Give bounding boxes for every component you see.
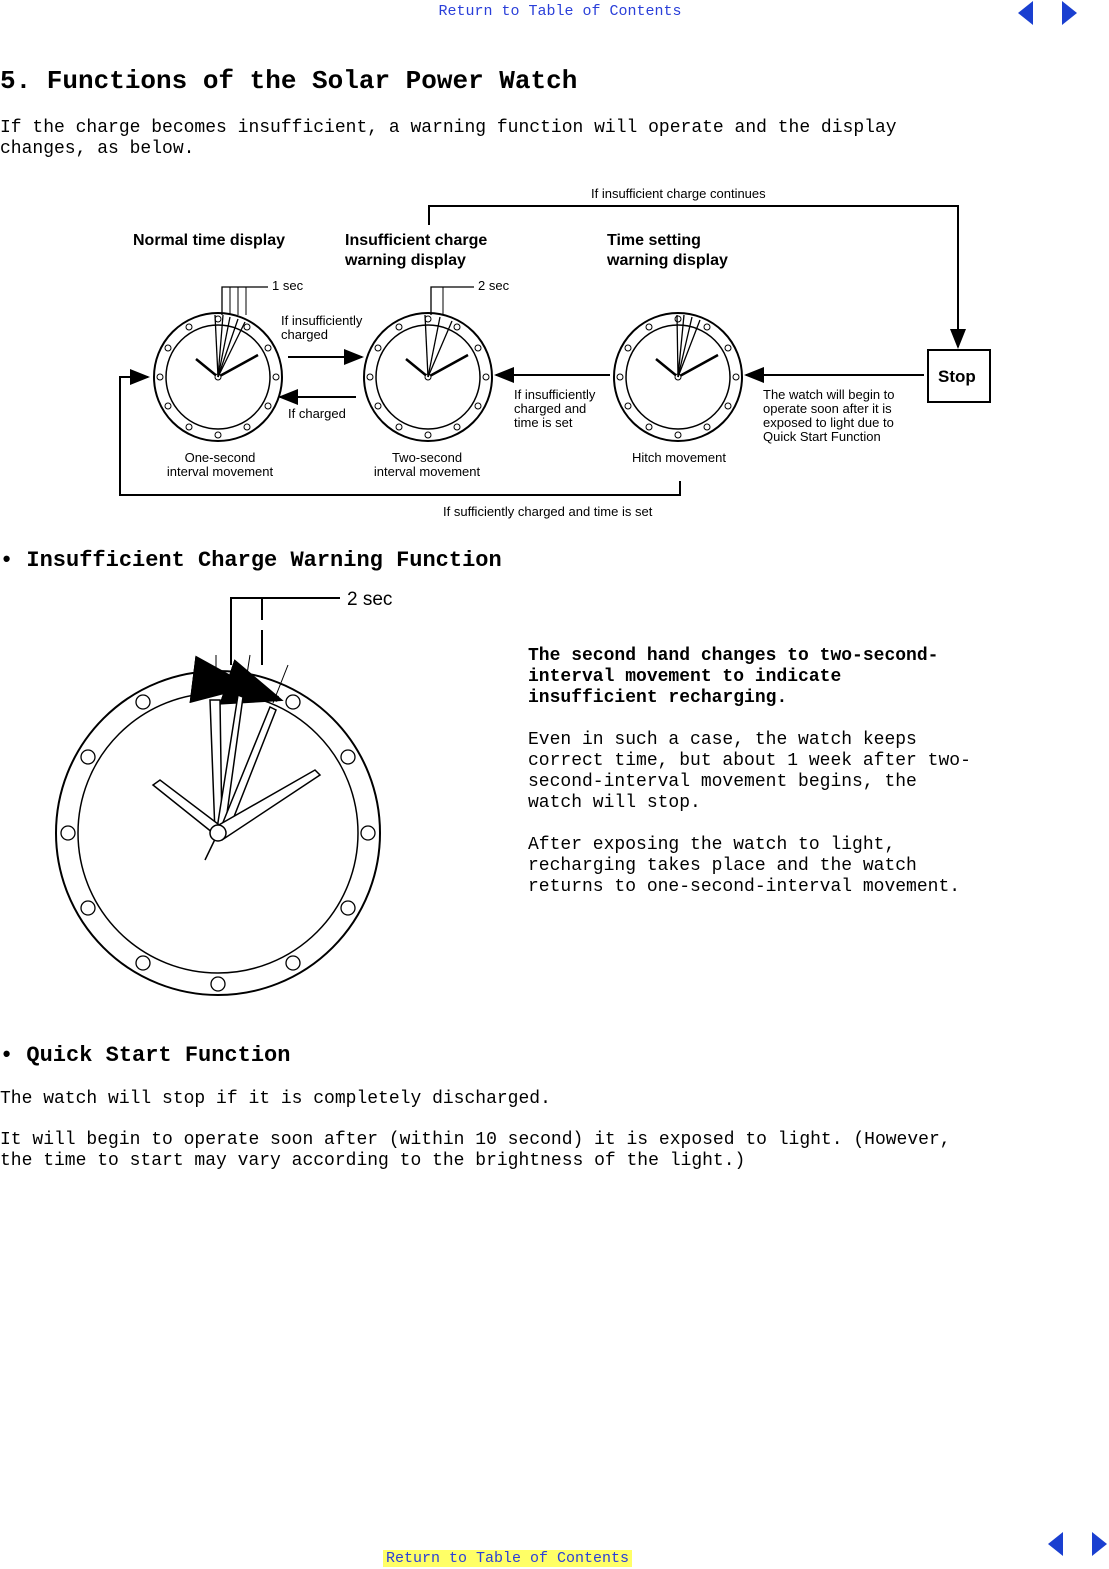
- diagram-label-insufficient-1: Insufficient charge: [345, 232, 488, 249]
- quickstart-para2: It will begin to operate soon after (within 10 second) it is exposed to light. (However, the time to start may vary according to the brightness of the light.): [0, 1130, 951, 1171]
- diagram-if-insuff-2: charged: [281, 327, 328, 342]
- insufficient-description: [528, 646, 1088, 898]
- top-toc-link[interactable]: Return to Table of Contents: [438, 3, 682, 20]
- diagram-label-timeset-1: Time setting: [607, 232, 701, 249]
- diagram-label-timeset-2: warning display: [607, 252, 728, 269]
- diagram-if-insuff-time-1: If insufficiently: [514, 387, 596, 402]
- diagram-one-sec-1: One-second: [184, 450, 256, 465]
- diagram-if-insuff-time-2: charged and: [514, 401, 587, 416]
- section-quickstart-heading: • Quick Start Function: [0, 1043, 291, 1068]
- diagram-one-sec-2: interval movement: [166, 464, 274, 479]
- diagram-label-normal: Normal time display: [133, 232, 286, 249]
- diagram-quick-2: operate soon after it is: [763, 401, 892, 416]
- diagram-if-insuff-1: If insufficiently: [281, 313, 363, 328]
- large-watch-sec-label: 2 sec: [347, 589, 393, 610]
- insufficient-para2: After exposing the watch to light, recharging takes place and the watch returns to one-second-interval movement.: [528, 835, 961, 897]
- watch-hitch: [614, 313, 742, 441]
- top-next-page-icon[interactable]: [1062, 1, 1077, 25]
- function-flow-diagram: [0, 175, 1109, 530]
- insufficient-bold-text: The second hand changes to two-second- interval movement to indicate insufficient recharging.: [528, 646, 939, 708]
- bottom-next-page-icon[interactable]: [1092, 1532, 1107, 1556]
- diagram-if-insuff-time-3: time is set: [514, 415, 573, 430]
- diagram-two-sec-1: Two-second: [391, 450, 463, 465]
- diagram-quick-3: exposed to light due to: [763, 415, 894, 430]
- diagram-quick-4: Quick Start Function: [763, 429, 881, 444]
- diagram-if-charged: If charged: [288, 406, 346, 421]
- bottom-prev-page-icon[interactable]: [1048, 1532, 1063, 1556]
- watch-one-second: [154, 313, 282, 441]
- diagram-top-loop-label: If insufficient charge continues: [591, 186, 766, 201]
- diagram-hitch: Hitch movement: [632, 450, 726, 465]
- diagram-bottom-loop-label: If sufficiently charged and time is set: [443, 504, 653, 519]
- diagram-label-insufficient-2: warning display: [345, 252, 466, 269]
- intro-text: If the charge becomes insufficient, a warning function will operate and the display changes, as below.: [0, 118, 897, 159]
- diagram-two-sec-2: interval movement: [373, 464, 481, 479]
- diagram-sec2-label: 2 sec: [478, 278, 510, 293]
- section-insufficient-heading: • Insufficient Charge Warning Function: [0, 548, 502, 573]
- diagram-sec1-label: 1 sec: [272, 278, 304, 293]
- large-watch-figure: [40, 585, 420, 1005]
- watch-two-second: [364, 313, 492, 441]
- page-title: 5. Functions of the Solar Power Watch: [0, 66, 578, 96]
- bottom-toc-link[interactable]: Return to Table of Contents: [383, 1550, 632, 1567]
- top-toc-link-wrap: [0, 3, 1109, 20]
- top-prev-page-icon[interactable]: [1018, 1, 1033, 25]
- insufficient-para1: Even in such a case, the watch keeps correct time, but about 1 week after two- second-interval movement begins, the watch will stop.: [528, 730, 971, 813]
- diagram-stop-label: Stop: [938, 367, 976, 386]
- diagram-quick-1: The watch will begin to: [763, 387, 895, 402]
- quickstart-para1: The watch will stop if it is completely discharged.: [0, 1089, 551, 1109]
